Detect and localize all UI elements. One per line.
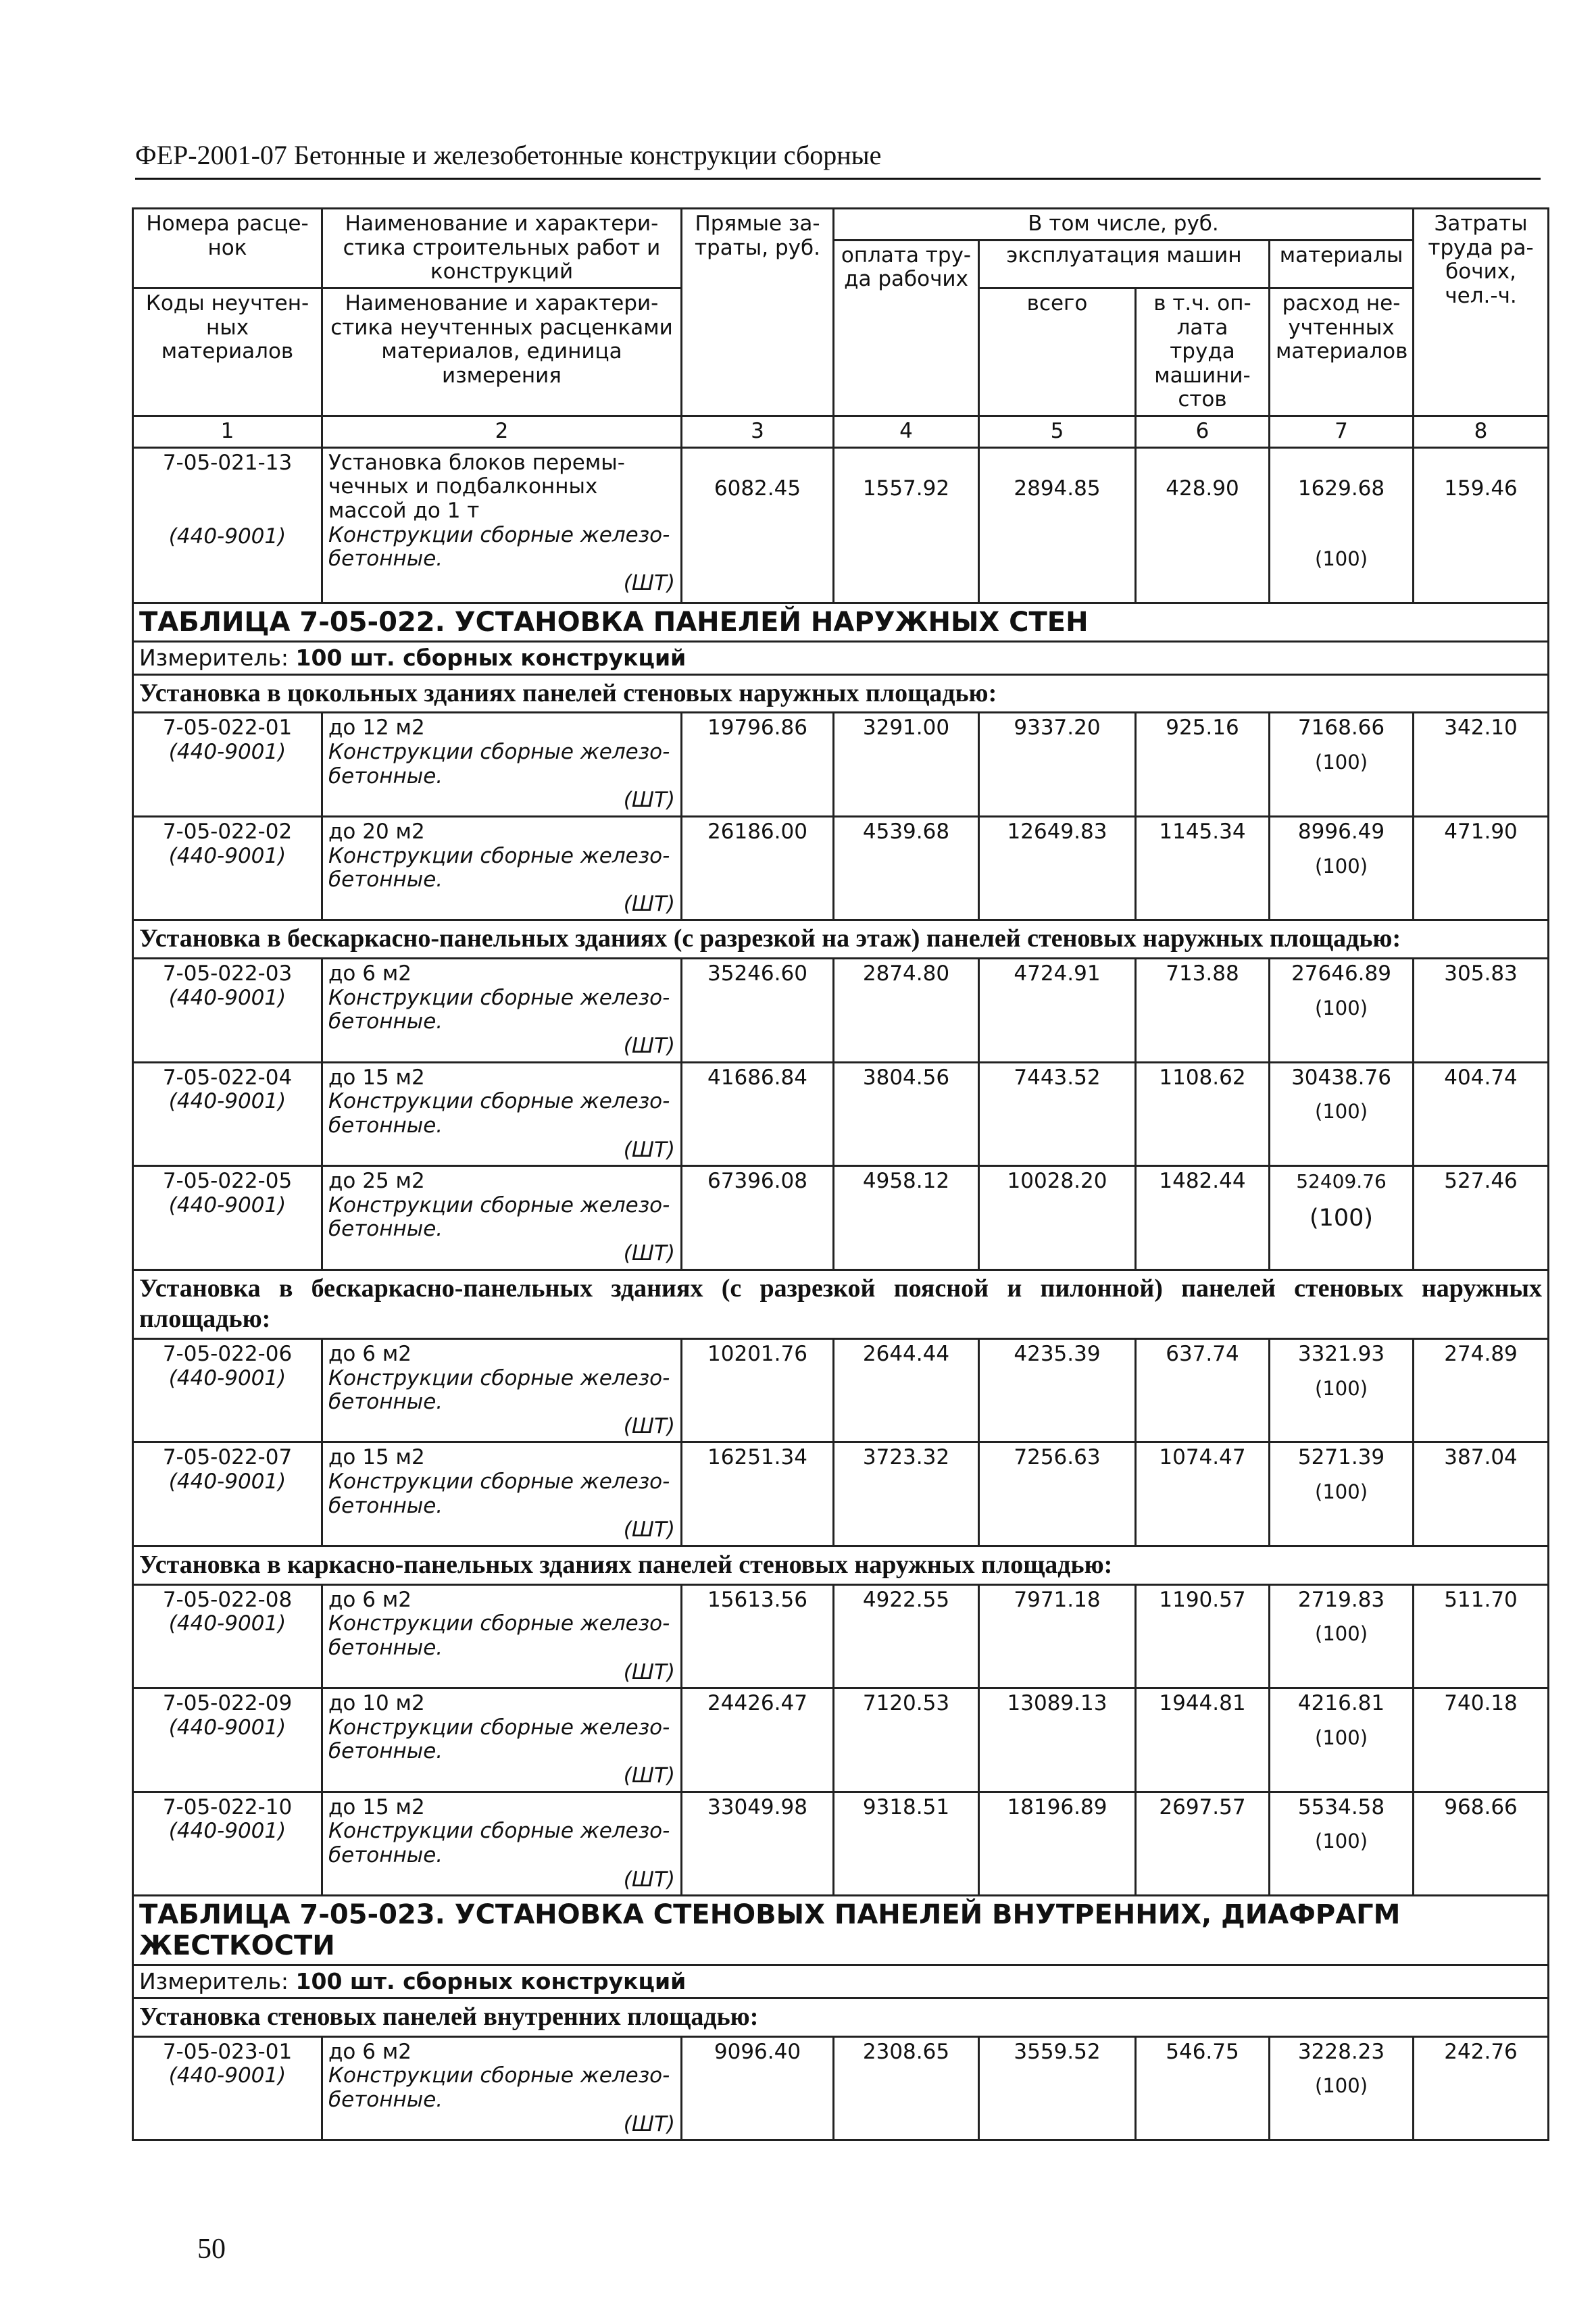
unit: (ШТ) — [623, 1867, 675, 1892]
rate-code-cell — [133, 1062, 322, 1166]
col-machines: эксплуатация машин — [979, 240, 1270, 288]
section-heading-row — [133, 920, 1549, 959]
material-code: (440-9001) — [168, 843, 286, 868]
rate-name-cell — [322, 447, 682, 603]
material-name: Конструкции сборные железо-бетонные. — [328, 1192, 670, 1242]
col-number: 3 — [682, 416, 834, 448]
table-row — [133, 1442, 1549, 1546]
materials-value: 30438.76 — [1291, 1065, 1391, 1090]
rates-table — [132, 207, 1549, 2141]
labor-pay: 3804.56 — [834, 1062, 979, 1166]
material-qty: (100) — [1315, 996, 1368, 1020]
col-number: 2 — [322, 416, 682, 448]
rate-code: 7-05-022-01 — [162, 715, 293, 740]
col-machines-total: всего — [979, 288, 1136, 416]
rate-code: 7-05-022-05 — [162, 1169, 293, 1194]
col-number: 6 — [1136, 416, 1270, 448]
material-code: (440-9001) — [168, 739, 286, 764]
labor-hours: 387.04 — [1414, 1442, 1549, 1546]
materials-value: 3228.23 — [1297, 2039, 1385, 2064]
rate-name: до 6 м2 — [328, 2039, 412, 2064]
rate-code-cell — [133, 1166, 322, 1270]
table-row — [133, 2036, 1549, 2140]
machines-total: 3559.52 — [979, 2036, 1136, 2140]
table-meter-row — [133, 1965, 1549, 1998]
meter-label: Измеритель: — [139, 644, 289, 671]
machinist-pay: 1944.81 — [1136, 1688, 1270, 1792]
materials-cost — [1270, 1792, 1414, 1896]
material-code: (440-9001) — [168, 1819, 286, 1844]
machinist-pay: 1074.47 — [1136, 1442, 1270, 1546]
machines-total: 7256.63 — [979, 1442, 1136, 1546]
materials-cost — [1270, 959, 1414, 1063]
rate-code: 7-05-022-08 — [162, 1587, 293, 1612]
rate-code: 7-05-022-04 — [162, 1065, 293, 1090]
material-code: (440-9001) — [168, 1192, 286, 1217]
rate-name: до 10 м2 — [328, 1691, 425, 1716]
material-qty: (100) — [1315, 2074, 1368, 2098]
machines-total: 4235.39 — [979, 1338, 1136, 1442]
rate-name: до 6 м2 — [328, 1587, 412, 1612]
machinist-pay: 925.16 — [1136, 713, 1270, 817]
material-code: (440-9001) — [168, 1715, 286, 1740]
col-number: 4 — [834, 416, 979, 448]
materials-cost — [1270, 816, 1414, 920]
unit: (ШТ) — [623, 570, 675, 595]
table-meter-row — [133, 641, 1549, 674]
material-name: Конструкции сборные железо-бетонные. — [328, 522, 670, 572]
rate-code-cell — [133, 447, 322, 603]
section-heading: Установка в каркасно-панельных зданиях панелей стеновых наружных площадью: — [133, 1546, 1549, 1585]
machinist-pay: 428.90 — [1136, 447, 1270, 603]
rate-code: 7-05-022-03 — [162, 961, 293, 986]
machinist-pay: 1190.57 — [1136, 1584, 1270, 1688]
rate-code-cell — [133, 1688, 322, 1792]
unit: (ШТ) — [623, 1241, 675, 1266]
materials-cost — [1270, 1062, 1414, 1166]
section-heading-row — [133, 1269, 1549, 1338]
col-machines-incl: в т.ч. оп-лата труда машини-стов — [1136, 288, 1270, 416]
section-heading: Установка в бескаркасно-панельных зданиях (с разрезкой на этаж) панелей стеновых наружных площадью: — [133, 920, 1549, 959]
labor-pay: 2874.80 — [834, 959, 979, 1063]
machinist-pay: 637.74 — [1136, 1338, 1270, 1442]
table-meter — [133, 1965, 1549, 1998]
table-row — [133, 713, 1549, 817]
labor-pay: 2644.44 — [834, 1338, 979, 1442]
direct-cost: 16251.34 — [682, 1442, 834, 1546]
section-heading: Установка в цокольных зданиях панелей стеновых наружных площадью: — [133, 674, 1549, 713]
materials-value: 8996.49 — [1297, 819, 1385, 844]
rate-name-cell — [322, 1688, 682, 1792]
rate-name-cell — [322, 713, 682, 817]
column-numbers-row — [133, 416, 1549, 448]
col-number: 1 — [133, 416, 322, 448]
machines-total: 4724.91 — [979, 959, 1136, 1063]
machinist-pay: 2697.57 — [1136, 1792, 1270, 1896]
col-labor-cost: Затраты труда ра-бочих, чел.-ч. — [1414, 209, 1549, 416]
labor-hours: 511.70 — [1414, 1584, 1549, 1688]
machines-total: 18196.89 — [979, 1792, 1136, 1896]
machines-total: 7443.52 — [979, 1062, 1136, 1166]
material-qty: (100) — [1315, 1376, 1368, 1400]
machinist-pay: 713.88 — [1136, 959, 1270, 1063]
material-qty: (100) — [1315, 854, 1368, 878]
materials-cost — [1270, 1338, 1414, 1442]
material-qty: (100) — [1315, 1622, 1368, 1646]
machinist-pay: 546.75 — [1136, 2036, 1270, 2140]
table-row — [133, 959, 1549, 1063]
material-code: (440-9001) — [168, 1611, 286, 1636]
col-number: 7 — [1270, 416, 1414, 448]
material-name: Конструкции сборные железо-бетонные. — [328, 1715, 670, 1764]
rate-name-cell — [322, 816, 682, 920]
material-name: Конструкции сборные железо-бетонные. — [328, 985, 670, 1034]
unit: (ШТ) — [623, 1413, 675, 1438]
section-heading-row — [133, 674, 1549, 713]
material-code: (440-9001) — [168, 1469, 286, 1494]
col-labor-pay: оплата тру-да рабочих — [834, 240, 979, 416]
material-name: Конструкции сборные железо-бетонные. — [328, 739, 670, 788]
col-name-bottom: Наименование и характери-стика неучтенных расценками материалов, единица измерения — [322, 288, 682, 416]
col-direct: Прямые за-траты, руб. — [682, 209, 834, 416]
machines-total: 13089.13 — [979, 1688, 1136, 1792]
material-qty: (100) — [1309, 1204, 1374, 1232]
rate-code: 7-05-022-06 — [162, 1341, 293, 1366]
labor-pay: 4922.55 — [834, 1584, 979, 1688]
labor-hours: 242.76 — [1414, 2036, 1549, 2140]
meter-label: Измеритель: — [139, 1968, 289, 1995]
rate-name: до 6 м2 — [328, 961, 412, 986]
rate-name-cell — [322, 1584, 682, 1688]
table-title: ТАБЛИЦА 7-05-023. УСТАНОВКА СТЕНОВЫХ ПАНЕЛЕЙ ВНУТРЕННИХ, ДИАФРАГМ ЖЕСТКОСТИ — [133, 1896, 1549, 1965]
section-heading: Установка стеновых панелей внутренних площадью: — [133, 1998, 1549, 2037]
rate-name: до 12 м2 — [328, 715, 425, 740]
rate-code-cell — [133, 1442, 322, 1546]
material-name: Конструкции сборные железо-бетонные. — [328, 1819, 670, 1868]
direct-cost: 24426.47 — [682, 1688, 834, 1792]
section-heading-row — [133, 1546, 1549, 1585]
materials-value: 5271.39 — [1297, 1445, 1385, 1470]
table-row — [133, 1166, 1549, 1270]
table-title-row — [133, 1896, 1549, 1965]
rate-name-cell — [322, 1166, 682, 1270]
rate-name-cell — [322, 1062, 682, 1166]
rate-name-cell — [322, 959, 682, 1063]
material-code: (440-9001) — [168, 524, 286, 549]
direct-cost: 15613.56 — [682, 1584, 834, 1688]
material-name: Конструкции сборные железо-бетонные. — [328, 1469, 670, 1518]
labor-hours: 404.74 — [1414, 1062, 1549, 1166]
labor-hours: 471.90 — [1414, 816, 1549, 920]
table-row — [133, 1688, 1549, 1792]
materials-cost — [1270, 713, 1414, 817]
table-row — [133, 1792, 1549, 1896]
labor-hours: 740.18 — [1414, 1688, 1549, 1792]
materials-value: 4216.81 — [1297, 1691, 1385, 1716]
direct-cost: 41686.84 — [682, 1062, 834, 1166]
material-qty: (100) — [1315, 547, 1368, 571]
direct-cost: 10201.76 — [682, 1338, 834, 1442]
rate-name: Установка блоков перемы-чечных и подбалконных массой до 1 т — [328, 450, 625, 524]
labor-pay: 4539.68 — [834, 816, 979, 920]
materials-value: 1629.68 — [1297, 476, 1385, 501]
labor-pay: 4958.12 — [834, 1166, 979, 1270]
material-qty: (100) — [1315, 1480, 1368, 1504]
meter-value: 100 шт. сборных конструкций — [295, 1968, 687, 1995]
rate-code-cell — [133, 1338, 322, 1442]
rate-code: 7-05-022-09 — [162, 1691, 293, 1716]
rate-code: 7-05-023-01 — [162, 2039, 293, 2064]
machines-total: 12649.83 — [979, 816, 1136, 920]
table-title-row — [133, 603, 1549, 641]
material-name: Конструкции сборные железо-бетонные. — [328, 1365, 670, 1415]
material-name: Конструкции сборные железо-бетонные. — [328, 843, 670, 892]
section-heading-row — [133, 1998, 1549, 2037]
rate-code-cell — [133, 2036, 322, 2140]
direct-cost: 33049.98 — [682, 1792, 834, 1896]
materials-value: 27646.89 — [1291, 961, 1391, 986]
direct-cost: 9096.40 — [682, 2036, 834, 2140]
material-code: (440-9001) — [168, 2063, 286, 2088]
unit: (ШТ) — [623, 1137, 675, 1162]
rate-name: до 6 м2 — [328, 1341, 412, 1366]
machinist-pay: 1482.44 — [1136, 1166, 1270, 1270]
material-name: Конструкции сборные железо-бетонные. — [328, 2063, 670, 2113]
direct-cost: 35246.60 — [682, 959, 834, 1063]
material-qty: (100) — [1315, 1830, 1368, 1853]
col-incl: В том числе, руб. — [834, 209, 1414, 241]
table-row — [133, 1062, 1549, 1166]
material-qty: (100) — [1315, 1726, 1368, 1749]
table-row — [133, 1584, 1549, 1688]
rate-code: 7-05-021-13 — [162, 450, 293, 475]
material-name: Конструкции сборные железо-бетонные. — [328, 1611, 670, 1660]
material-code: (440-9001) — [168, 985, 286, 1010]
direct-cost: 67396.08 — [682, 1166, 834, 1270]
material-qty: (100) — [1315, 750, 1368, 774]
col-name-top: Наименование и характери-стика строительных работ и конструкций — [322, 209, 682, 288]
section-heading: Установка в бескаркасно-панельных зданиях (с разрезкой поясной и пилонной) панелей стеновых наружных площадью: — [133, 1269, 1549, 1338]
table-row — [133, 447, 1549, 603]
materials-cost — [1270, 1688, 1414, 1792]
direct-cost: 6082.45 — [682, 447, 834, 603]
rate-code: 7-05-022-02 — [162, 819, 293, 844]
machinist-pay: 1145.34 — [1136, 816, 1270, 920]
col-materials-sub: расход не-учтенных материалов — [1270, 288, 1414, 416]
unit: (ШТ) — [623, 2111, 675, 2136]
unit: (ШТ) — [623, 1763, 675, 1788]
machines-total: 2894.85 — [979, 447, 1136, 603]
col-number: 5 — [979, 416, 1136, 448]
machinist-pay: 1108.62 — [1136, 1062, 1270, 1166]
machines-total: 7971.18 — [979, 1584, 1136, 1688]
materials-value: 2719.83 — [1297, 1587, 1385, 1612]
direct-cost: 19796.86 — [682, 713, 834, 817]
materials-value: 7168.66 — [1297, 715, 1385, 740]
col-codes-bottom: Коды неучтен-ных материалов — [133, 288, 322, 416]
rate-code-cell — [133, 1792, 322, 1896]
rate-code: 7-05-022-10 — [162, 1794, 293, 1819]
machines-total: 10028.20 — [979, 1166, 1136, 1270]
materials-cost — [1270, 1166, 1414, 1270]
rate-name: до 15 м2 — [328, 1065, 425, 1090]
meter-value: 100 шт. сборных конструкций — [295, 644, 687, 671]
rate-code: 7-05-022-07 — [162, 1445, 293, 1470]
rate-name: до 25 м2 — [328, 1169, 425, 1194]
page-number: 50 — [197, 2234, 226, 2265]
rate-name: до 20 м2 — [328, 819, 425, 844]
table-row — [133, 1338, 1549, 1442]
unit: (ШТ) — [623, 891, 675, 916]
labor-pay: 1557.92 — [834, 447, 979, 603]
rate-name-cell — [322, 1792, 682, 1896]
labor-hours: 305.83 — [1414, 959, 1549, 1063]
table-row — [133, 816, 1549, 920]
rate-name-cell — [322, 2036, 682, 2140]
labor-pay: 3291.00 — [834, 713, 979, 817]
unit: (ШТ) — [623, 1517, 675, 1542]
page-header: ФЕР-2001-07 Бетонные и железобетонные конструкции сборные — [135, 139, 1541, 180]
materials-value: 5534.58 — [1297, 1794, 1385, 1819]
labor-pay: 3723.32 — [834, 1442, 979, 1546]
rate-code-cell — [133, 1584, 322, 1688]
unit: (ШТ) — [623, 1033, 675, 1058]
machines-total: 9337.20 — [979, 713, 1136, 817]
material-name: Конструкции сборные железо-бетонные. — [328, 1089, 670, 1138]
materials-cost — [1270, 1442, 1414, 1546]
labor-hours: 159.46 — [1414, 447, 1549, 603]
labor-hours: 968.66 — [1414, 1792, 1549, 1896]
labor-hours: 527.46 — [1414, 1166, 1549, 1270]
materials-value: 52409.76 — [1296, 1170, 1387, 1193]
materials-value: 3321.93 — [1297, 1341, 1385, 1366]
labor-pay: 7120.53 — [834, 1688, 979, 1792]
unit: (ШТ) — [623, 1659, 675, 1684]
header-row-1 — [133, 209, 1549, 241]
labor-pay: 2308.65 — [834, 2036, 979, 2140]
materials-cost — [1270, 447, 1414, 603]
table-title: ТАБЛИЦА 7-05-022. УСТАНОВКА ПАНЕЛЕЙ НАРУЖНЫХ СТЕН — [133, 603, 1549, 641]
labor-pay: 9318.51 — [834, 1792, 979, 1896]
material-code: (440-9001) — [168, 1365, 286, 1390]
materials-cost — [1270, 1584, 1414, 1688]
direct-cost: 26186.00 — [682, 816, 834, 920]
rate-code-cell — [133, 959, 322, 1063]
col-materials: материалы — [1270, 240, 1414, 288]
col-codes-top: Номера расце-нок — [133, 209, 322, 288]
rate-name-cell — [322, 1442, 682, 1546]
col-number: 8 — [1414, 416, 1549, 448]
materials-cost — [1270, 2036, 1414, 2140]
rate-code-cell — [133, 713, 322, 817]
rate-code-cell — [133, 816, 322, 920]
material-code: (440-9001) — [168, 1089, 286, 1114]
rate-name: до 15 м2 — [328, 1794, 425, 1819]
unit: (ШТ) — [623, 788, 675, 813]
labor-hours: 274.89 — [1414, 1338, 1549, 1442]
rate-name: до 15 м2 — [328, 1445, 425, 1470]
labor-hours: 342.10 — [1414, 713, 1549, 817]
rate-name-cell — [322, 1338, 682, 1442]
table-meter — [133, 641, 1549, 674]
material-qty: (100) — [1315, 1100, 1368, 1124]
